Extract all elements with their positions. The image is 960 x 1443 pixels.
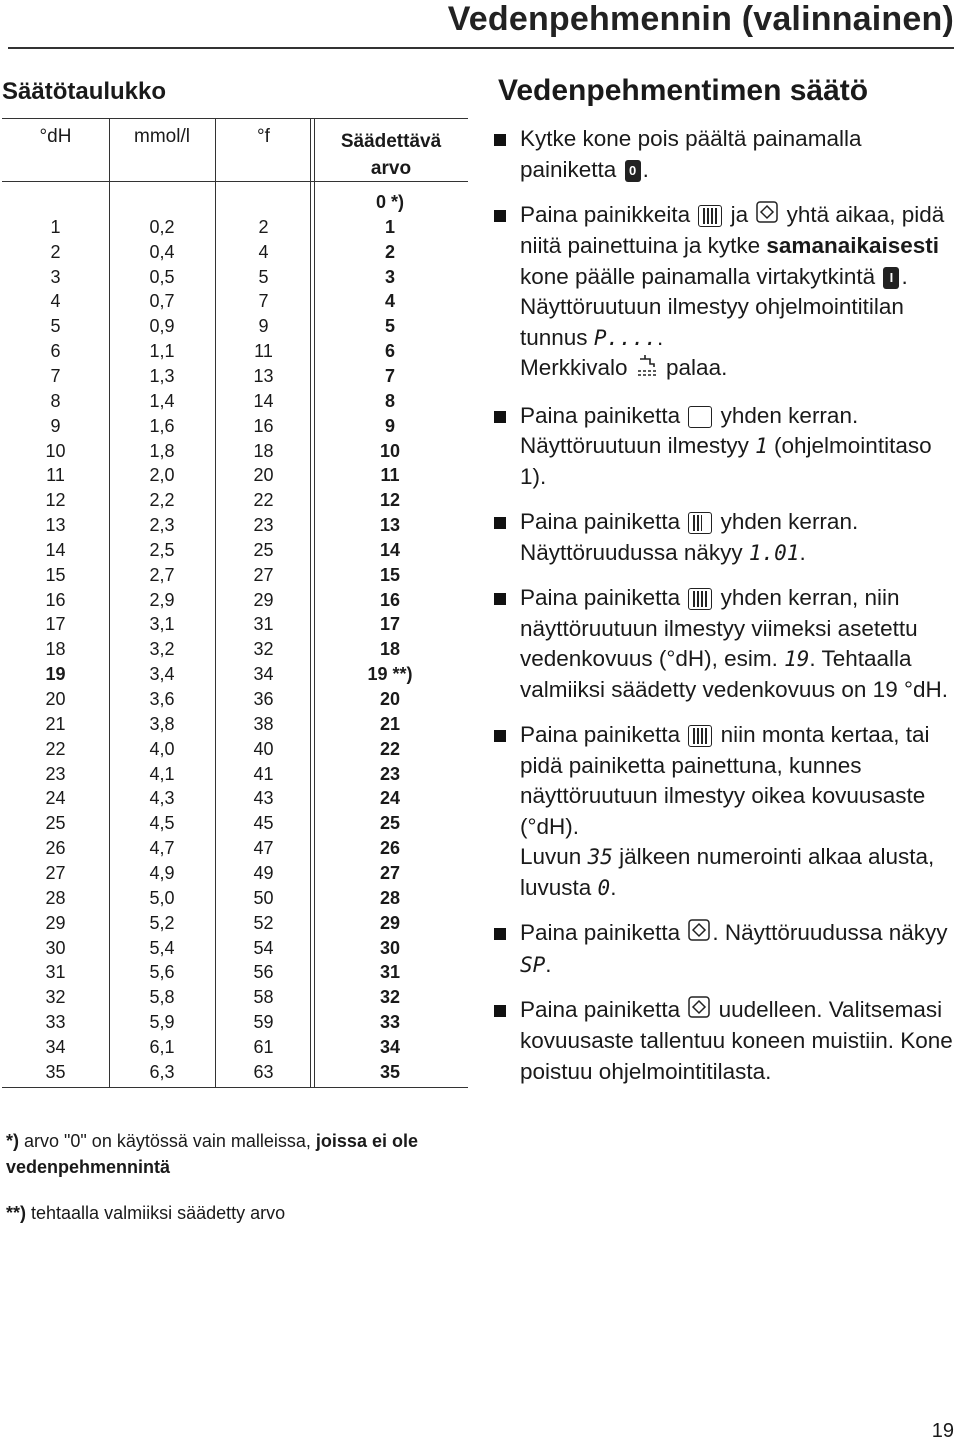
f-cell: 38	[253, 713, 274, 734]
mmol-cell: 4,1	[149, 763, 175, 784]
value-cell: 19 **)	[367, 664, 413, 685]
f-cell: 2	[258, 216, 269, 237]
step-text: .	[657, 324, 664, 350]
table-row	[2, 614, 468, 639]
col-header-value	[314, 128, 468, 182]
table-row	[2, 813, 468, 838]
table-row	[2, 590, 468, 615]
table-row	[2, 987, 468, 1012]
table-row	[2, 664, 468, 689]
mmol-cell: 4,5	[149, 813, 175, 834]
step-text: Näyttöruutuun ilmestyy	[520, 433, 756, 459]
step-text: .	[901, 263, 908, 289]
value-cell: 31	[379, 962, 401, 983]
bullet-square	[494, 134, 506, 146]
program-button-icon	[688, 588, 712, 610]
value-cell: 32	[379, 987, 401, 1008]
dh-cell: 18	[45, 639, 66, 660]
footnote-text: tehtaalla valmiiksi säädetty arvo	[26, 1203, 286, 1223]
bullet-square	[494, 411, 506, 423]
f-cell: 4	[258, 241, 269, 262]
table-row	[2, 366, 468, 391]
value-cell: 24	[379, 788, 401, 809]
dh-cell: 24	[45, 788, 66, 809]
value-cell: 11	[380, 465, 400, 486]
left-section-title: Säätötaulukko	[2, 78, 167, 105]
step-text: . Näyttöruudussa näkyy	[712, 920, 948, 946]
dh-cell: 22	[45, 738, 66, 759]
table-row	[2, 441, 468, 466]
step-text: ja	[724, 202, 755, 227]
f-cell: 36	[253, 689, 274, 709]
f-cell: 43	[253, 788, 274, 809]
dh-cell: 26	[45, 838, 66, 859]
bullet-square	[494, 1005, 506, 1017]
footnote-mark: *)	[6, 1131, 19, 1151]
table-row	[2, 714, 468, 739]
value-cell: 30	[379, 937, 401, 958]
table-row	[2, 788, 468, 813]
table-row	[2, 490, 468, 515]
f-cell: 14	[253, 390, 274, 411]
value-cell: 28	[379, 887, 401, 908]
f-cell: 50	[253, 887, 274, 908]
f-cell: 49	[253, 862, 274, 883]
mmol-cell: 4,7	[149, 838, 175, 859]
value-cell: 27	[379, 862, 401, 883]
dh-cell: 33	[45, 1012, 66, 1033]
table-row	[2, 1037, 468, 1062]
table-row	[2, 242, 468, 267]
start-button-icon	[688, 996, 710, 1027]
value-cell: 25	[379, 813, 401, 834]
step-text: Paina painiketta	[520, 402, 687, 428]
dh-cell: 15	[45, 564, 66, 585]
mmol-cell: 4,0	[149, 738, 175, 759]
f-cell: 45	[253, 813, 274, 834]
value-cell: 5	[384, 316, 395, 337]
bullet-square	[494, 928, 506, 940]
power-off-key-icon: 0	[625, 160, 641, 182]
f-cell: 40	[253, 738, 274, 759]
step-text: . Tehtaalla valmiiksi säädetty vedenkovuus on 19 °dH.	[520, 646, 948, 702]
step-text: yhden kerran.	[714, 509, 859, 535]
mmol-cell: 1,1	[149, 341, 175, 362]
mmol-cell: 1,3	[149, 365, 175, 386]
value-cell: 4	[384, 291, 395, 312]
dh-cell: 29	[45, 912, 66, 933]
table-row	[2, 764, 468, 789]
display-readout: 1.01	[748, 540, 800, 565]
step-text: .	[799, 539, 806, 565]
value-cell: 22	[379, 738, 401, 759]
dh-cell: 7	[50, 365, 61, 386]
value-cell: 9	[384, 415, 395, 436]
f-cell: 11	[254, 341, 273, 362]
f-cell: 56	[253, 962, 274, 983]
bullet-square	[494, 517, 506, 529]
f-cell: 59	[253, 1012, 274, 1033]
program-button-icon	[698, 205, 722, 227]
dh-cell: 13	[45, 515, 66, 536]
col-header-value-line1: Säädettävä	[340, 131, 442, 152]
step-text: .	[545, 951, 552, 977]
mmol-cell: 2,2	[149, 490, 175, 511]
mmol-cell: 0,4	[149, 241, 175, 262]
f-cell: 58	[253, 987, 274, 1008]
f-cell: 63	[253, 1061, 274, 1082]
table-row	[2, 416, 468, 441]
f-cell: 20	[253, 465, 274, 486]
table-row	[2, 341, 468, 366]
dh-cell: 23	[45, 763, 66, 784]
dh-cell: 8	[50, 390, 61, 411]
step-5	[494, 583, 956, 705]
value-cell: 14	[379, 539, 401, 560]
table-top-rule	[2, 118, 468, 119]
table-row	[2, 863, 468, 888]
table-row	[2, 739, 468, 764]
mmol-cell: 6,1	[149, 1036, 175, 1057]
step-text: yhden kerran.	[714, 402, 859, 428]
f-cell: 54	[253, 937, 274, 958]
value-cell: 26	[379, 838, 401, 859]
mmol-cell: 2,7	[149, 564, 175, 585]
value-cell: 35	[379, 1061, 401, 1082]
settings-table	[2, 118, 468, 1088]
table-row	[2, 217, 468, 242]
f-cell: 47	[253, 838, 274, 859]
display-readout: 1	[755, 434, 768, 459]
f-cell: 16	[253, 415, 274, 436]
dh-cell: 3	[50, 266, 61, 287]
table-row	[2, 938, 468, 963]
step-text: Merkkivalo	[520, 355, 634, 381]
table-row	[2, 391, 468, 416]
f-cell: 31	[253, 614, 274, 635]
step-text: Paina painiketta	[520, 920, 687, 946]
value-cell: 1	[384, 216, 395, 237]
footnote-bold-text: joissa ei ole vedenpehmennintä	[6, 1131, 418, 1177]
table-row	[2, 689, 468, 714]
right-section-title: Vedenpehmentimen säätö	[498, 74, 869, 107]
table-row	[2, 565, 468, 590]
table-row	[2, 465, 468, 490]
value-cell: 20	[379, 689, 401, 709]
value-cell: 6	[384, 341, 395, 362]
value-cell: 21	[379, 713, 401, 734]
f-cell: 9	[258, 316, 269, 337]
mmol-cell: 2,3	[149, 515, 175, 536]
dh-cell: 2	[50, 241, 61, 262]
table-row	[2, 540, 468, 565]
mmol-cell: 6,3	[149, 1061, 175, 1082]
value-cell: 10	[379, 440, 401, 461]
f-cell: 23	[253, 515, 274, 536]
mmol-cell: 0,9	[149, 316, 175, 337]
table-row	[2, 267, 468, 292]
f-cell: 41	[253, 763, 274, 784]
col-header-dh: °dH	[39, 126, 72, 147]
dh-cell: 14	[45, 539, 66, 560]
table-row	[2, 515, 468, 540]
f-cell: 7	[258, 291, 269, 312]
program-button-icon	[688, 512, 712, 534]
mmol-cell: 2,0	[149, 465, 175, 486]
footnote-text: arvo "0" on käytössä vain malleissa,	[19, 1131, 316, 1151]
mmol-cell: 5,4	[149, 937, 175, 958]
bullet-square	[494, 210, 506, 222]
col-header-mmol: mmol/l	[134, 126, 190, 147]
value-cell: 23	[379, 763, 401, 784]
step-7	[494, 918, 956, 980]
mmol-cell: 5,0	[149, 887, 175, 908]
footnote-2	[6, 1200, 456, 1226]
table-row	[2, 913, 468, 938]
step-text: yhtä aikaa, pidä niitä painettuina ja kytke	[520, 202, 945, 259]
mmol-cell: 2,5	[149, 539, 175, 560]
mmol-cell: 2,9	[149, 589, 175, 610]
step-4	[494, 507, 956, 568]
header-rule	[8, 47, 954, 49]
step-6	[494, 720, 956, 903]
f-cell: 52	[253, 912, 274, 933]
dh-cell: 28	[45, 887, 66, 908]
step-text: palaa.	[659, 355, 728, 381]
col-header-value-line2: arvo	[370, 158, 412, 179]
f-cell: 61	[253, 1036, 274, 1057]
step-text: niin monta kertaa, tai pidä painiketta painettuna, kunnes näyttöruutuun ilmestyy oikea kovuusaste (°dH).	[520, 722, 930, 839]
table-row	[2, 838, 468, 863]
dh-cell: 1	[50, 216, 61, 237]
value-cell: 8	[384, 390, 395, 411]
value-cell: 16	[379, 589, 401, 610]
power-on-key-icon: I	[883, 267, 899, 289]
table-row	[2, 1012, 468, 1037]
table-row-zero	[2, 192, 468, 217]
step-text: Paina painiketta	[520, 585, 687, 611]
step-text: Näyttöruutuun ilmestyy ohjelmointitilan tunnus	[520, 294, 904, 350]
mmol-cell: 3,8	[149, 713, 175, 734]
step-text: uudelleen. Valitsemasi kovuusaste tallentuu koneen muistiin. Kone poistuu ohjelmointitilasta.	[520, 997, 953, 1084]
display-readout: 19	[784, 647, 810, 672]
step-text: Paina painiketta	[520, 997, 687, 1023]
instruction-steps	[494, 124, 956, 1102]
dh-cell: 4	[50, 291, 61, 312]
value-cell: 18	[379, 639, 401, 660]
start-button-icon	[756, 201, 778, 232]
f-cell: 5	[258, 266, 269, 287]
step-text: Paina painiketta	[520, 509, 687, 535]
water-tap-indicator-icon	[636, 353, 658, 386]
dh-cell: 16	[45, 589, 66, 610]
mmol-cell: 5,8	[149, 987, 175, 1008]
mmol-cell: 1,4	[149, 390, 175, 411]
f-cell: 25	[253, 539, 274, 560]
step-3	[494, 401, 956, 493]
dh-cell: 35	[45, 1061, 66, 1082]
value-cell: 15	[379, 564, 401, 585]
mmol-cell: 3,1	[149, 614, 175, 635]
step-text: .	[642, 156, 649, 182]
step-bold-text: samanaikaisesti	[766, 233, 940, 259]
mmol-cell: 4,3	[149, 788, 175, 809]
dh-cell: 12	[45, 490, 66, 511]
mmol-cell: 5,2	[149, 912, 175, 933]
step-text: Paina painikkeita	[520, 202, 697, 227]
footnote-mark: **)	[6, 1203, 27, 1223]
table-row	[2, 962, 468, 987]
display-readout: 35	[587, 845, 613, 870]
step-2	[494, 200, 956, 386]
mmol-cell: 0,7	[149, 291, 175, 312]
page-number: 19	[931, 1420, 954, 1442]
table-row	[2, 316, 468, 341]
table-row	[2, 639, 468, 664]
step-text: Paina painiketta	[520, 722, 687, 748]
step-text: Luvun	[520, 844, 588, 870]
mmol-cell: 3,6	[149, 689, 175, 709]
value-cell: 12	[379, 490, 401, 511]
mmol-cell: 0,2	[149, 216, 175, 237]
dh-cell: 30	[45, 937, 66, 958]
table-row	[2, 1062, 468, 1087]
value-cell: 33	[379, 1012, 401, 1033]
f-cell: 18	[253, 440, 274, 461]
bullet-square	[494, 730, 506, 742]
dh-cell: 31	[45, 962, 66, 983]
table-row	[2, 888, 468, 913]
col-header-f: °f	[257, 126, 270, 147]
dh-cell: 32	[45, 987, 66, 1008]
display-readout: SP	[520, 952, 546, 977]
program-button-icon	[688, 725, 712, 747]
mmol-cell: 4,9	[149, 862, 175, 883]
table-bottom-rule	[2, 1087, 468, 1088]
page-header-title: Vedenpehmennin (valinnainen)	[447, 0, 954, 38]
dh-cell: 10	[45, 440, 66, 461]
dh-cell: 17	[45, 614, 66, 635]
mmol-cell: 0,5	[149, 266, 175, 287]
mmol-cell: 3,2	[149, 639, 175, 660]
step-text: .	[610, 874, 617, 900]
dh-cell: 5	[50, 316, 61, 337]
value-cell: 17	[379, 614, 401, 635]
value-cell: 34	[379, 1036, 401, 1057]
dh-cell: 6	[50, 341, 61, 362]
dh-cell: 20	[45, 689, 66, 709]
mmol-cell: 5,9	[149, 1012, 175, 1033]
f-cell: 29	[253, 589, 274, 610]
display-readout: 0	[597, 875, 611, 900]
step-1	[494, 124, 956, 185]
value-cell: 29	[379, 912, 401, 933]
step-text: jälkeen numerointi alkaa alusta, luvusta	[520, 844, 935, 900]
mmol-cell: 1,6	[149, 415, 175, 436]
display-readout: P....	[593, 325, 658, 350]
step-text: Kytke kone pois päältä painamalla painiketta	[520, 126, 862, 182]
f-cell: 22	[253, 490, 274, 511]
dh-cell: 11	[46, 465, 65, 486]
value-cell: 7	[384, 365, 395, 386]
f-cell: 32	[253, 639, 274, 660]
mmol-cell: 5,6	[149, 962, 175, 983]
bullet-square	[494, 593, 506, 605]
step-text: yhden kerran, niin näyttöruutuun ilmestyy viimeksi asetettu vedenkovuus (°dH), esim.	[520, 585, 918, 672]
value-cell: 13	[379, 515, 401, 536]
value-cell: 2	[384, 241, 395, 262]
dh-cell: 21	[45, 713, 66, 734]
dh-cell: 9	[50, 415, 61, 436]
table-row	[2, 291, 468, 316]
f-cell: 13	[253, 365, 274, 386]
f-cell: 27	[253, 564, 274, 585]
step-text: kone päälle painamalla virtakytkintä	[520, 263, 882, 289]
mmol-cell: 1,8	[149, 440, 175, 461]
dh-cell: 25	[45, 813, 66, 834]
step-8	[494, 995, 956, 1087]
f-cell: 34	[253, 664, 274, 685]
step-text: Näyttöruudussa näkyy	[520, 539, 749, 565]
dh-cell: 19	[45, 664, 66, 685]
value-cell: 3	[384, 266, 395, 287]
dh-cell: 34	[45, 1036, 66, 1057]
mmol-cell: 3,4	[149, 664, 175, 685]
step-text: (ohjelmointitaso 1).	[520, 433, 932, 489]
footnote-1	[6, 1128, 456, 1180]
value-cell: 0 *)	[375, 192, 404, 212]
dh-cell: 27	[45, 862, 66, 883]
start-button-icon	[688, 919, 710, 950]
program-button-icon	[688, 406, 712, 428]
